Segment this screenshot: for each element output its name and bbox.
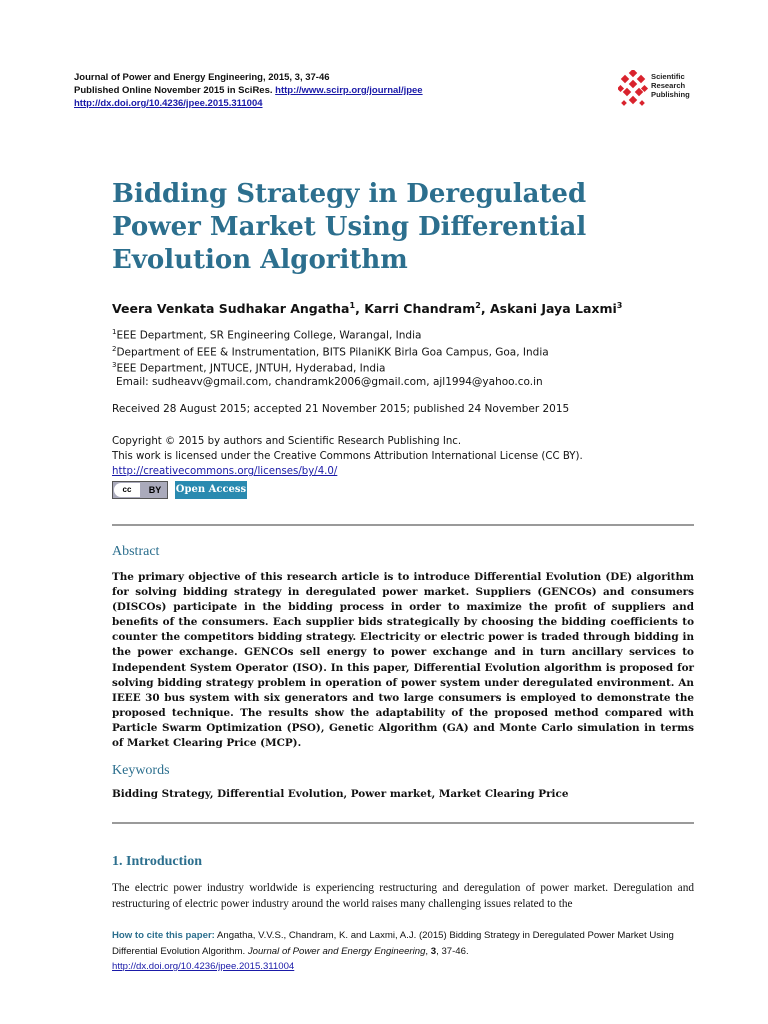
logo-line-3: Publishing bbox=[651, 90, 690, 99]
affiliation-2-sup: 2 bbox=[112, 345, 117, 353]
affiliation-3-text: EEE Department, JNTUCE, JNTUH, Hyderabad, India bbox=[116, 362, 386, 375]
affiliation-3 bbox=[112, 358, 385, 376]
open-access-badge[interactable]: Open Access bbox=[175, 481, 247, 499]
cite-journal: Journal of Power and Energy Engineering bbox=[247, 945, 426, 957]
license-line: This work is licensed under the Creative Commons Attribution International License (CC BY). bbox=[112, 451, 583, 462]
publisher-logo bbox=[618, 68, 738, 112]
published-online-line bbox=[74, 84, 423, 97]
paper-title: Bidding Strategy in Deregulated Power Market Using Differential Evolution Algorithm bbox=[112, 179, 587, 275]
cc-icon: cc bbox=[114, 483, 140, 497]
affiliation-2-text: Department of EEE & Instrumentation, BITS PilaniKK Birla Goa Campus, Goa, India bbox=[116, 346, 549, 359]
abstract-heading: Abstract bbox=[112, 544, 160, 559]
abstract-body: The primary objective of this research article is to introduce Differential Evolution (DE) algorithm for solving bidding strategy in deregulated power market. Suppliers (GENCOs) and consumers (DISCOs) participate in the bidding process in order to maximize the profit of suppliers and benefits of the consumers. Each supplier bids strategically by choosing the bidding coefficients to counter the competitors bidding strategy. Electricity or electric power is traded through bidding in the power exchange. GENCOs sell energy to power exchange and in turn ancillary services to Independent System Operator (ISO). In this paper, Differential Evolution algorithm is proposed for solving bidding strategy problem in operation of power system under deregulated environment. An IEEE 30 bus system with six generators and two large consumers is employed to demonstrate the proposed technique. The results show the adaptability of the proposed method compared with Particle Swarm Optimization (PSO), Genetic Algorithm (GA) and Monte Carlo simulation in terms of Market Clearing Price (MCP). bbox=[112, 571, 694, 750]
copyright-block bbox=[112, 434, 583, 479]
doi-link[interactable]: http://dx.doi.org/10.4236/jpee.2015.311004 bbox=[74, 98, 263, 109]
publisher-logo-text bbox=[651, 72, 690, 99]
logo-line-1: Scientific bbox=[651, 72, 685, 81]
keywords-body: Bidding Strategy, Differential Evolution, Power market, Market Clearing Price bbox=[112, 788, 569, 800]
received-dates: Received 28 August 2015; accepted 21 November 2015; published 24 November 2015 bbox=[112, 403, 570, 415]
section-divider-bottom bbox=[112, 822, 694, 824]
license-url-link[interactable]: http://creativecommons.org/licenses/by/4.0/ bbox=[112, 466, 338, 477]
copyright-line: Copyright © 2015 by authors and Scientific Research Publishing Inc. bbox=[112, 436, 462, 447]
author-3: Askani Jaya Laxmi bbox=[489, 301, 617, 317]
published-prefix: Published Online November 2015 in SciRes. bbox=[74, 85, 273, 96]
author-list: Veera Venkata Sudhakar Angatha$^1$, Karri Chandram$^2$, Askani Jaya Laxmi$^3$ bbox=[112, 301, 623, 317]
logo-line-2: Research bbox=[651, 81, 686, 90]
affiliation-2 bbox=[112, 342, 549, 360]
introduction-body: The electric power industry worldwide is experiencing restructuring and deregulation of power market. Deregulation and restructuring of electric power industry around the world raises many challenging issues related to the bbox=[112, 882, 694, 910]
journal-citation-line: Journal of Power and Energy Engineering, 2015, 3, 37-46 bbox=[74, 72, 330, 83]
section-divider-top bbox=[112, 524, 694, 526]
author-2-sup: 2 bbox=[475, 301, 481, 310]
publisher-logo-mark-icon bbox=[618, 70, 650, 110]
cite-doi-link[interactable]: http://dx.doi.org/10.4236/jpee.2015.311004 bbox=[112, 961, 295, 972]
by-icon: BY bbox=[148, 485, 162, 495]
how-to-cite: How to cite this paper: Angatha, V.V.S., Chandram, K. and Laxmi, A.J. (2015) Bidding Strategy in Deregulated Power Market Using Differential Evolution Algorithm. Journal of Power and Energy Engineering, 3, 37-46. http://dx.doi.org/10.4236/jpee.2015.311004 bbox=[112, 930, 674, 972]
cc-by-badge[interactable] bbox=[112, 481, 168, 499]
cite-text: Angatha, V.V.S., Chandram, K. and Laxmi, A.J. (2015) Bidding Strategy in Deregulated Power Market Using Differential Evolution Algorithm. bbox=[112, 930, 674, 957]
affiliation-3-sup: 3 bbox=[112, 361, 117, 369]
affiliation-1-sup: 1 bbox=[112, 328, 117, 336]
cite-volume: 3 bbox=[430, 945, 437, 957]
author-1-sup: 1 bbox=[349, 301, 356, 310]
keywords-heading: Keywords bbox=[112, 763, 170, 778]
author-1: Veera Venkata Sudhakar Angatha bbox=[112, 301, 350, 317]
author-3-sup: 3 bbox=[616, 301, 623, 310]
email-line: Email: sudheavv@gmail.com, chandramk2006@gmail.com, ajl1994@yahoo.co.in bbox=[116, 376, 543, 388]
journal-url-link[interactable]: http://www.scirp.org/journal/jpee bbox=[275, 85, 423, 96]
affiliation-1-text: EEE Department, SR Engineering College, Warangal, India bbox=[116, 329, 422, 342]
introduction-heading: 1. Introduction bbox=[112, 854, 202, 869]
cite-pages: , 37-46. bbox=[436, 945, 469, 957]
author-2: Karri Chandram bbox=[364, 301, 476, 317]
cite-label: How to cite this paper: bbox=[112, 930, 215, 941]
doi-line bbox=[74, 97, 263, 110]
affiliation-1 bbox=[112, 325, 421, 343]
